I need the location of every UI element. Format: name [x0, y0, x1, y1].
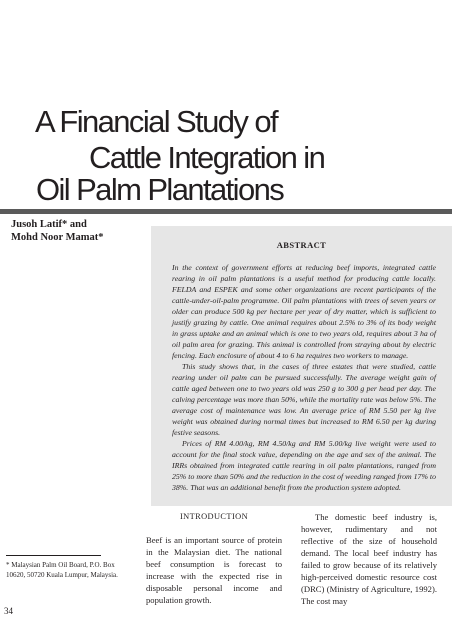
abstract-paragraph-3: Prices of RM 4.00/kg, RM 4.50/kg and RM 5.00/kg live weight were used to account for the final stock value, depending on the age and sex of the animal. The IRRs obtained from integrated cattle rearing in oil palm plantations, ranged from 25% to more than 50% and the reduction in the cost of weeding ranged from 17% to 38%. That was an additional benefit from the production system adopted. — [172, 439, 436, 492]
title-rule — [0, 209, 452, 214]
body-column-1 — [146, 511, 282, 606]
title-line-2: Cattle Integration in — [89, 140, 325, 175]
author-block — [11, 218, 161, 244]
abstract-paragraph-1: In the context of government efforts at reducing beef imports, integrated cattle rearing in oil palm plantations is a useful method for producing cattle locally. FELDA and ESPEK and some other organizations are recent participants of the cattle-under-oil-palm programme. Oil palm plantations with trees of seven years or older can produce 500 kg per hectare per year of dry matter, which is sufficient to justify grazing by cattle. One animal requires about 2.5% to 3% of its body weight in grass uptake and an animal which is one to two years old, requires about 3 ha of oil palm area for grazing. This animal is controlled from straying about by electric fencing. Each enclosure of about 4 to 6 ha requires two workers to manage. — [172, 263, 436, 360]
title-line-3: Oil Palm Plantations — [36, 172, 284, 207]
abstract-paragraph-2: This study shows that, in the cases of three estates that were studied, cattle rearing under oil palm can be pursued successfully. The average weight gain of cattle aged between one to two years old was 250 g to 300 g per head per day. The calving percentage was more than 50%, while the mortality rate was below 5%. The average cost of maintenance was low. An average price of RM 5.50 per kg live weight was obtained during normal times but increased to RM 6.50 per kg during festive seasons. — [172, 362, 436, 437]
introduction-paragraph-1: Beef is an important source of protein in the Malaysian diet. The national beef consumption is forecast to increase with the expected rise in disposable personal income and population growth. — [146, 535, 282, 605]
author-line-2: Mohd Noor Mamat* — [11, 232, 104, 243]
page-number: 34 — [4, 606, 13, 616]
author-line-1: Jusoh Latif* and — [11, 219, 87, 230]
author-affiliation-footnote: * Malaysian Palm Oil Board, P.O. Box 10620, 50720 Kuala Lumpur, Malaysia. — [6, 561, 118, 579]
abstract-heading: ABSTRACT — [276, 240, 327, 250]
abstract-body — [172, 262, 436, 493]
title-line-1: A Financial Study of — [35, 104, 277, 139]
introduction-paragraph-2: The domestic beef industry is, however, rudimentary and not reflective of the size of household demand. The local beef industry has failed to grow because of its relatively high-perceived domestic resource cost (DRC) (Ministry of Agriculture, 1992). The cost may — [301, 512, 437, 606]
body-column-2 — [301, 511, 437, 607]
footnote-rule — [6, 555, 101, 556]
introduction-heading: INTRODUCTION — [179, 512, 249, 521]
